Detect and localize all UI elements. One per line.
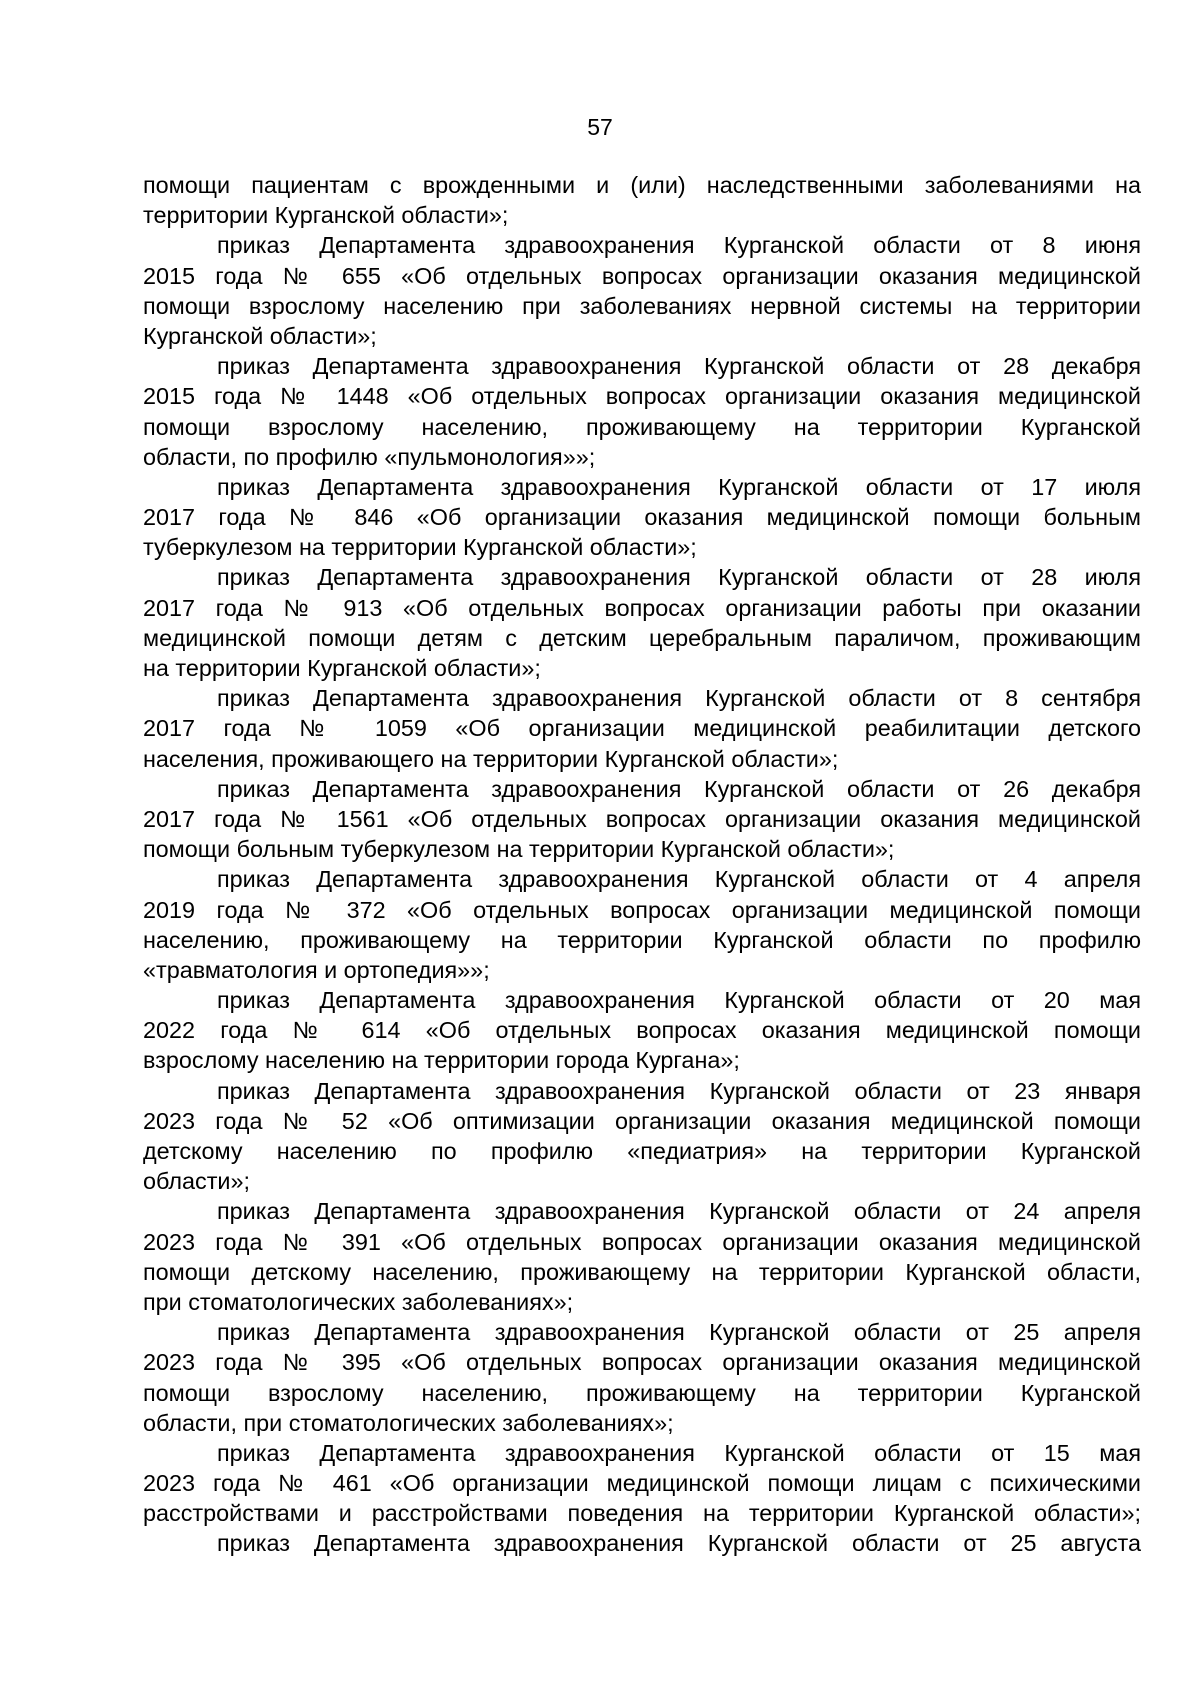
text-line: области»; — [143, 1168, 250, 1195]
text-line: помощи детскому населению, проживающему на территории Курганской области, — [143, 1258, 1141, 1285]
text-line: 2023 года № 461 «Об организации медицинской помощи лицам с психическими — [143, 1470, 1141, 1497]
text-line: помощи больным туберкулезом на территории Курганской области»; — [143, 836, 895, 863]
text-line: приказ Департамента здравоохранения Курганской области от 8 сентября — [217, 685, 1141, 712]
text-line: территории Курганской области»; — [143, 202, 509, 229]
text-line: 2019 года № 372 «Об отдельных вопросах организации медицинской помощи — [143, 896, 1141, 923]
text-line: Курганской области»; — [143, 322, 377, 349]
text-line: 2015 года № 1448 «Об отдельных вопросах организации оказания медицинской — [143, 383, 1141, 410]
text-line: 2017 года № 913 «Об отдельных вопросах организации работы при оказании — [143, 594, 1141, 621]
text-line: расстройствами и расстройствами поведения на территории Курганской области»; — [143, 1500, 1141, 1527]
text-line: медицинской помощи детям с детским церебральным параличом, проживающим — [143, 624, 1141, 651]
text-line: 2022 года № 614 «Об отдельных вопросах оказания медицинской помощи — [143, 1017, 1141, 1044]
text-line: помощи пациентам с врожденными и (или) наследственными заболеваниями на — [143, 172, 1141, 198]
text-line: 2015 года № 655 «Об отдельных вопросах организации оказания медицинской — [143, 262, 1141, 289]
text-line: помощи взрослому населению, проживающему на территории Курганской — [143, 413, 1141, 440]
text-line: 2017 года № 1561 «Об отдельных вопросах организации оказания медицинской — [143, 805, 1141, 832]
text-line: приказ Департамента здравоохранения Курганской области от 23 января — [217, 1077, 1141, 1104]
text-line: приказ Департамента здравоохранения Курганской области от 28 июля — [217, 564, 1141, 591]
text-line: на территории Курганской области»; — [143, 655, 541, 681]
text-line: населения, проживающего на территории Курганской области»; — [143, 745, 839, 772]
text-line: взрослому населению на территории города Кургана»; — [143, 1047, 740, 1074]
text-line: приказ Департамента здравоохранения Курганской области от 15 мая — [217, 1439, 1141, 1466]
text-line: приказ Департамента здравоохранения Курганской области от 17 июля — [217, 473, 1141, 500]
text-line: 2017 года № 846 «Об организации оказания медицинской помощи больным — [143, 504, 1141, 531]
text-line: «травматология и ортопедия»»; — [143, 956, 490, 983]
text-line: приказ Департамента здравоохранения Курганской области от 24 апреля — [217, 1198, 1141, 1225]
text-line: приказ Департамента здравоохранения Курганской области от 20 мая — [217, 987, 1141, 1014]
page-number: 57 — [587, 114, 613, 140]
text-line: приказ Департамента здравоохранения Курганской области от 28 декабря — [217, 353, 1141, 380]
text-line: приказ Департамента здравоохранения Курганской области от 25 апреля — [217, 1319, 1141, 1346]
text-line: населению, проживающему на территории Курганской области по профилю — [143, 926, 1141, 953]
text-line: туберкулезом на территории Курганской области»; — [143, 534, 697, 561]
text-line: 2017 года № 1059 «Об организации медицинской реабилитации детского — [143, 715, 1141, 742]
text-line: детскому населению по профилю «педиатрия» на территории Курганской — [143, 1138, 1141, 1164]
text-line: помощи взрослому населению при заболеваниях нервной системы на территории — [143, 292, 1141, 319]
text-line: приказ Департамента здравоохранения Курганской области от 4 апреля — [217, 866, 1141, 893]
text-line: при стоматологических заболеваниях»; — [143, 1288, 574, 1315]
text-line: приказ Департамента здравоохранения Курганской области от 26 декабря — [217, 775, 1141, 802]
document-body — [143, 170, 1141, 1559]
text-line: 2023 года № 391 «Об отдельных вопросах организации оказания медицинской — [143, 1228, 1141, 1255]
text-line: приказ Департамента здравоохранения Курганской области от 25 августа — [217, 1530, 1141, 1557]
text-line: области, по профилю «пульмонология»»; — [143, 443, 596, 470]
text-line: 2023 года № 395 «Об отдельных вопросах организации оказания медицинской — [143, 1349, 1141, 1376]
text-line: 2023 года № 52 «Об оптимизации организации оказания медицинской помощи — [143, 1107, 1141, 1134]
text-line: помощи взрослому населению, проживающему на территории Курганской — [143, 1379, 1141, 1406]
text-line: области, при стоматологических заболеваниях»; — [143, 1409, 674, 1436]
text-line: приказ Департамента здравоохранения Курганской области от 8 июня — [217, 232, 1141, 259]
